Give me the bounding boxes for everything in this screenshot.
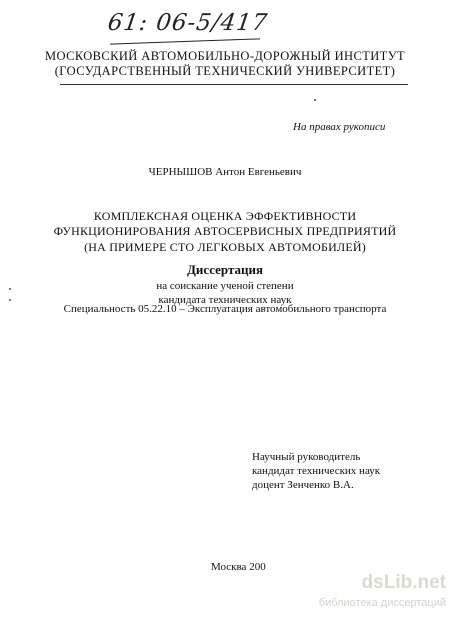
institution-line-1: МОСКОВСКИЙ АВТОМОБИЛЬНО-ДОРОЖНЫЙ ИНСТИТУТ	[44, 49, 406, 63]
specialty-line: Специальность 05.22.10 – Эксплуатация автомобильного транспорта	[63, 303, 387, 315]
degree-line-2: кандидата технических наук	[158, 294, 292, 306]
supervisor-role: Научный руководитель	[252, 451, 361, 463]
watermark-subtitle: библиотека диссертаций	[318, 597, 446, 609]
title-line-2: ФУНКЦИОНИРОВАНИЯ АВТОСЕРВИСНЫХ ПРЕДПРИЯТИЙ	[53, 224, 397, 238]
supervisor-degree: кандидат технических наук	[252, 465, 381, 477]
degree-line-1: на соискание ученой степени	[156, 280, 294, 292]
institution-line-2: (ГОСУДАРСТВЕННЫЙ ТЕХНИЧЕСКИЙ УНИВЕРСИТЕТ)	[54, 64, 396, 78]
watermark	[298, 572, 446, 616]
watermark-logo: dsLib.net	[361, 572, 446, 593]
handwritten-archive-code: 61: 06-5/417	[106, 10, 270, 36]
author-name: ЧЕРНЫШОВ Антон Евгеньевич	[148, 166, 302, 178]
handwritten-underline	[110, 38, 260, 44]
institution-divider	[60, 84, 408, 85]
rights-note: На правах рукописи	[293, 121, 386, 133]
city-year: Москва 200	[211, 561, 266, 573]
supervisor-name: доцент Зенченко В.А.	[252, 479, 354, 491]
title-line-1: КОМПЛЕКСНАЯ ОЦЕНКА ЭФФЕКТИВНОСТИ	[93, 209, 357, 223]
scan-speck	[314, 99, 316, 101]
dissertation-heading: Диссертация	[186, 262, 264, 277]
title-line-3: (НА ПРИМЕРЕ СТО ЛЕГКОВЫХ АВТОМОБИЛЕЙ)	[84, 240, 366, 254]
